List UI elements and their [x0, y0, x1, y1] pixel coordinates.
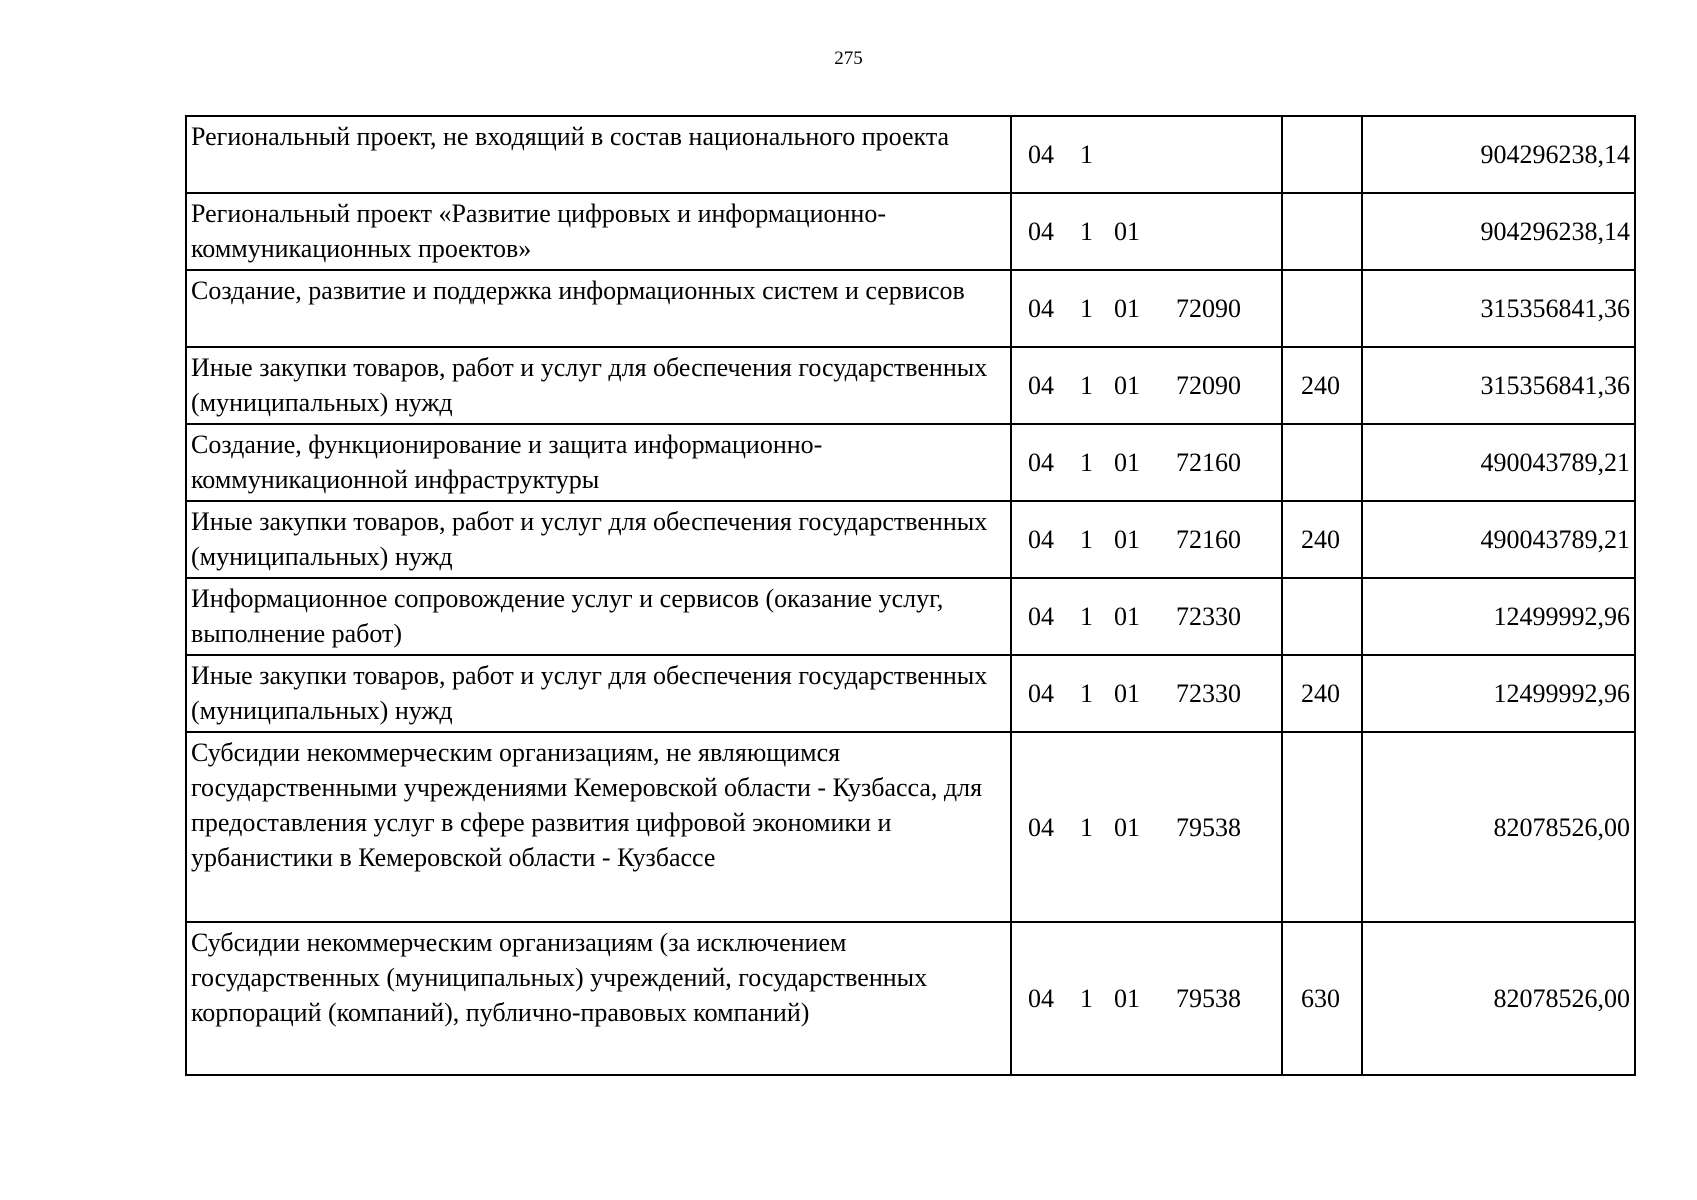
expense-type: 630	[1282, 922, 1362, 1075]
code-section: 04	[1028, 294, 1054, 323]
code-direction: 79538	[1176, 984, 1241, 1013]
amount: 490043789,21	[1362, 424, 1635, 501]
expense-type	[1282, 193, 1362, 270]
item-name: Иные закупки товаров, работ и услуг для обеспечения государственных (муниципальных) нужд	[186, 347, 1011, 424]
item-name: Создание, функционирование и защита информационно-коммуникационной инфраструктуры	[186, 424, 1011, 501]
item-name: Региональный проект, не входящий в состав национального проекта	[186, 116, 1011, 193]
item-code	[1011, 501, 1282, 578]
item-name: Создание, развитие и поддержка информационных систем и сервисов	[186, 270, 1011, 347]
code-subprogram: 01	[1114, 812, 1140, 842]
code-section: 04	[1028, 217, 1054, 246]
code-subprogram: 01	[1114, 371, 1140, 400]
amount: 82078526,00	[1362, 922, 1635, 1075]
item-code	[1011, 424, 1282, 501]
table-row	[186, 501, 1635, 578]
code-section: 04	[1028, 984, 1054, 1013]
item-code	[1011, 193, 1282, 270]
amount: 490043789,21	[1362, 501, 1635, 578]
item-code	[1011, 655, 1282, 732]
code-subprogram: 01	[1114, 602, 1140, 631]
table-row	[186, 732, 1635, 922]
code-direction: 72090	[1176, 371, 1241, 400]
table-row	[186, 193, 1635, 270]
item-name: Иные закупки товаров, работ и услуг для обеспечения государственных (муниципальных) нужд	[186, 501, 1011, 578]
expense-type: 240	[1282, 501, 1362, 578]
code-section: 04	[1028, 679, 1054, 708]
amount: 904296238,14	[1362, 193, 1635, 270]
code-section: 04	[1028, 812, 1054, 842]
code-section: 04	[1028, 525, 1054, 554]
item-name: Региональный проект «Развитие цифровых и информационно-коммуникационных проектов»	[186, 193, 1011, 270]
code-program: 1	[1080, 448, 1093, 477]
code-section: 04	[1028, 371, 1054, 400]
code-direction: 72330	[1176, 679, 1241, 708]
code-program: 1	[1080, 679, 1093, 708]
budget-table	[185, 115, 1636, 1076]
expense-type	[1282, 424, 1362, 501]
code-program: 1	[1080, 602, 1093, 631]
amount: 12499992,96	[1362, 655, 1635, 732]
item-name: Иные закупки товаров, работ и услуг для обеспечения государственных (муниципальных) нужд	[186, 655, 1011, 732]
table-row	[186, 922, 1635, 1075]
code-direction: 72090	[1176, 294, 1241, 323]
table-row	[186, 347, 1635, 424]
table-row	[186, 116, 1635, 193]
code-program: 1	[1080, 984, 1093, 1013]
expense-type	[1282, 732, 1362, 922]
code-program: 1	[1080, 294, 1093, 323]
code-subprogram: 01	[1114, 217, 1140, 246]
amount: 315356841,36	[1362, 270, 1635, 347]
code-subprogram: 01	[1114, 525, 1140, 554]
code-program: 1	[1080, 371, 1093, 400]
code-program: 1	[1080, 140, 1093, 169]
item-name: Информационное сопровождение услуг и сервисов (оказание услуг, выполнение работ)	[186, 578, 1011, 655]
item-code	[1011, 732, 1282, 922]
table-row	[186, 655, 1635, 732]
code-section: 04	[1028, 602, 1054, 631]
code-program: 1	[1080, 525, 1093, 554]
amount: 904296238,14	[1362, 116, 1635, 193]
expense-type	[1282, 116, 1362, 193]
amount: 82078526,00	[1362, 732, 1635, 922]
item-name: Субсидии некоммерческим организациям (за исключением государственных (муниципальных) учреждений, государственных корпораций (компаний), публично-правовых компаний)	[186, 922, 1011, 1075]
table-row	[186, 578, 1635, 655]
code-subprogram: 01	[1114, 448, 1140, 477]
code-direction: 72160	[1176, 448, 1241, 477]
amount: 315356841,36	[1362, 347, 1635, 424]
code-subprogram: 01	[1114, 984, 1140, 1013]
code-program: 1	[1080, 812, 1093, 842]
item-code	[1011, 922, 1282, 1075]
code-section: 04	[1028, 448, 1054, 477]
code-program: 1	[1080, 217, 1093, 246]
code-subprogram: 01	[1114, 679, 1140, 708]
item-code	[1011, 270, 1282, 347]
page-number: 275	[834, 48, 863, 69]
item-name: Субсидии некоммерческим организациям, не являющимся государственными учреждениями Кемеровской области - Кузбасса, для предоставления услуг в сфере развития цифровой экономики и урбанистики в Кемеровской области - Кузбассе	[186, 732, 1011, 922]
code-subprogram: 01	[1114, 294, 1140, 323]
table-row	[186, 270, 1635, 347]
item-code	[1011, 116, 1282, 193]
item-code	[1011, 578, 1282, 655]
code-direction: 79538	[1176, 812, 1241, 842]
expense-type	[1282, 270, 1362, 347]
code-direction: 72160	[1176, 525, 1241, 554]
code-section: 04	[1028, 140, 1054, 169]
amount: 12499992,96	[1362, 578, 1635, 655]
expense-type	[1282, 578, 1362, 655]
code-direction: 72330	[1176, 602, 1241, 631]
item-code	[1011, 347, 1282, 424]
expense-type: 240	[1282, 347, 1362, 424]
expense-type: 240	[1282, 655, 1362, 732]
table-row	[186, 424, 1635, 501]
